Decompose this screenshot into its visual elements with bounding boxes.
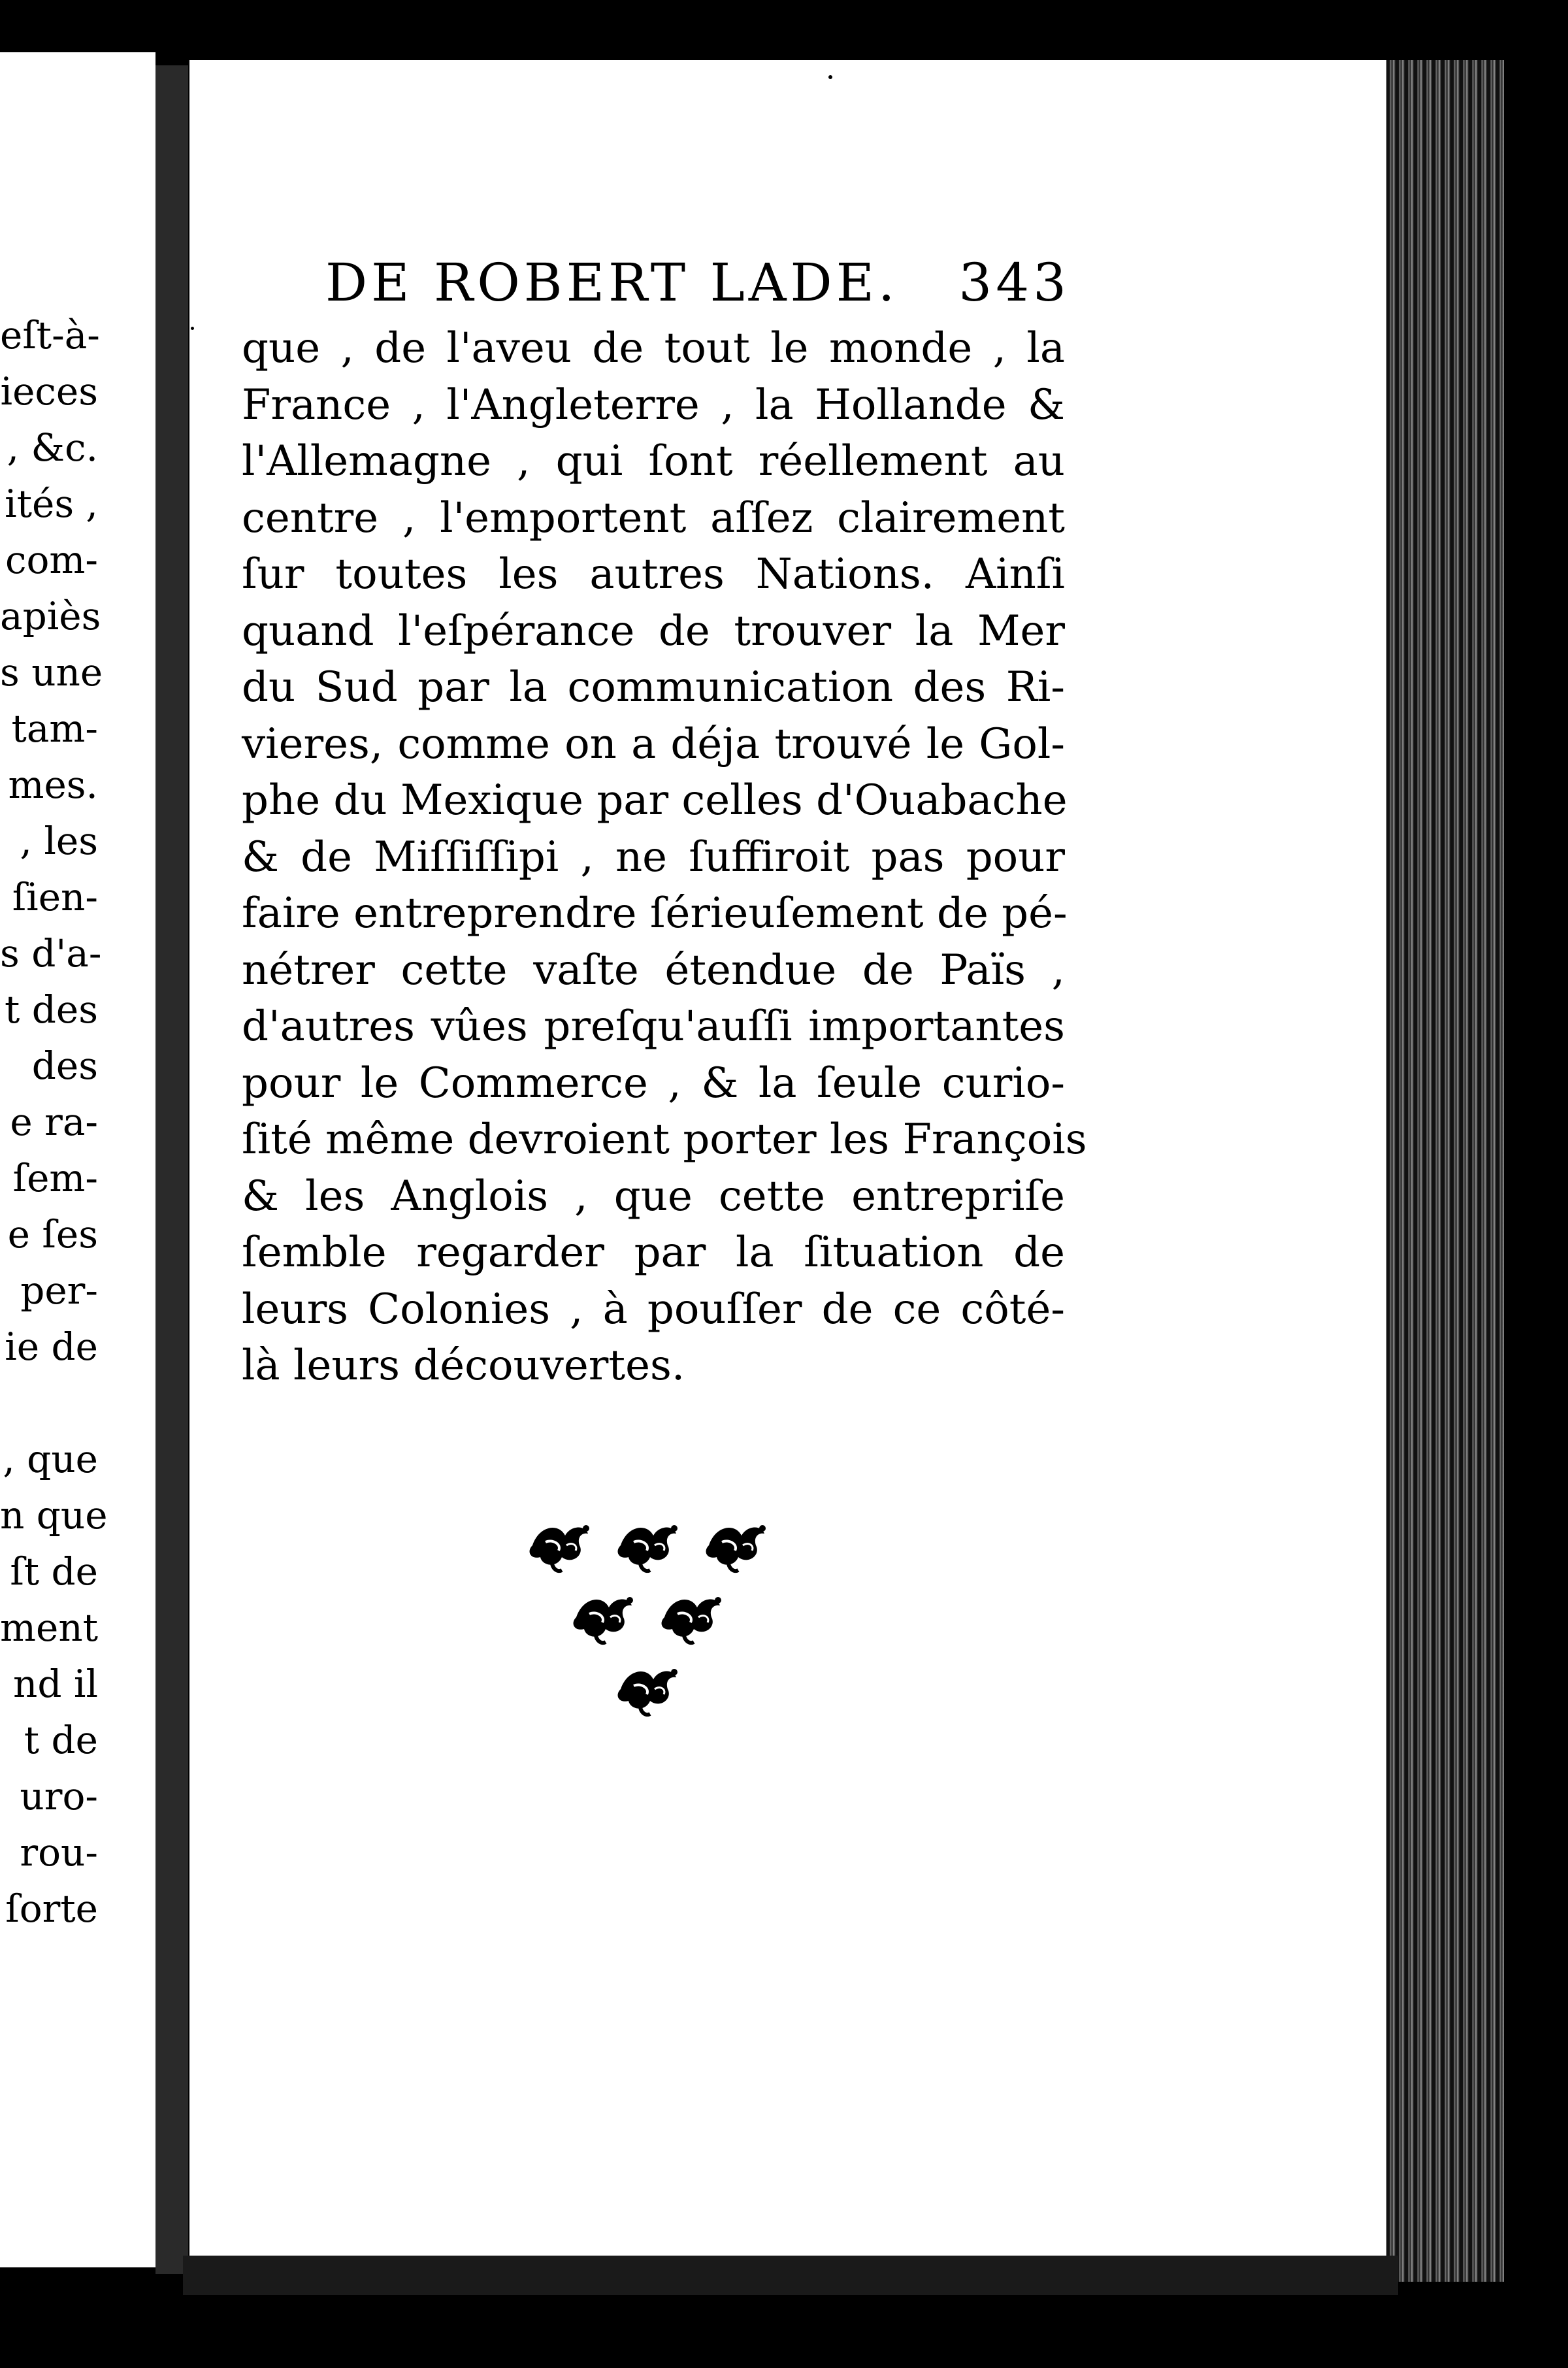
left-line: ſem-	[12, 1156, 98, 1200]
text-line: France , l'Angleterre , la Hollande &	[242, 380, 1065, 429]
running-header	[325, 247, 1070, 319]
book-gutter	[155, 65, 188, 2274]
text-line: l'Allemagne , qui ſont réellement au	[242, 437, 1065, 485]
left-line: ſorte	[5, 1886, 98, 1931]
left-line: mes.	[8, 763, 98, 807]
text-line: nétrer cette vaſte étendue de Païs ,	[242, 946, 1065, 995]
bottom-shadow	[183, 2256, 1398, 2295]
left-line: nd il	[12, 1662, 98, 1706]
left-line: ment	[0, 1605, 98, 1650]
text-line: que , de l'aveu de tout le monde , la	[242, 324, 1065, 372]
left-line: ſien-	[12, 875, 98, 919]
left-line: com-	[5, 538, 98, 582]
fleuron-tailpiece-icon	[523, 1516, 784, 1732]
left-line: t de	[24, 1718, 98, 1762]
left-page-text	[0, 307, 108, 1937]
scan-speck	[828, 75, 832, 79]
text-line: & les Anglois , que cette entrepriſe	[242, 1172, 1065, 1221]
text-line: ſur toutes les autres Nations. Ainſi	[242, 550, 1065, 599]
left-line: tam-	[11, 706, 98, 751]
left-line: rou-	[20, 1830, 98, 1875]
left-line: ſt de	[10, 1549, 98, 1594]
text-line: centre , l'emportent aſſez clairement	[242, 493, 1065, 542]
scan-speck	[191, 327, 194, 330]
text-line: phe du Mexique par celles d'Ouabache	[242, 776, 1068, 825]
body-text	[242, 320, 1087, 1394]
text-line: vieres, comme on a déja trouvé le Gol-	[242, 719, 1065, 768]
left-line-gap	[0, 1375, 98, 1431]
scan-speck	[683, 2307, 688, 2312]
text-line: ſemble regarder par la ſituation de	[242, 1228, 1065, 1277]
text-line: quand l'eſpérance de trouver la Mer	[242, 606, 1065, 655]
text-line: & de Miſſiſſipi , ne ſuffiroit pas pour	[242, 832, 1065, 881]
running-title: DE ROBERT LADE.	[325, 252, 899, 313]
scan-speck	[1550, 588, 1554, 592]
text-line: pour le Commerce , & la ſeule curio-	[242, 1059, 1065, 1108]
left-line: , &c.	[7, 425, 98, 470]
left-line: ie de	[5, 1324, 98, 1369]
left-line: e ra-	[10, 1100, 98, 1144]
left-line: uro-	[20, 1774, 98, 1818]
text-line: faire entreprendre ſérieuſement de pé-	[242, 889, 1068, 938]
text-line: d'autres vûes preſqu'auſſi importantes	[242, 1002, 1065, 1051]
text-line: ſité même devroient porter les François	[242, 1115, 1087, 1164]
left-line: e ſes	[7, 1212, 98, 1257]
left-line: , les	[20, 819, 98, 863]
left-line: s une	[0, 650, 103, 695]
page-edges	[1386, 60, 1504, 2282]
left-line: ieces	[0, 369, 98, 414]
left-line: per-	[20, 1268, 98, 1313]
left-line: apiès	[0, 594, 101, 638]
left-line: ités ,	[5, 482, 98, 526]
left-facing-page	[0, 52, 155, 2267]
text-line: leurs Colonies , à pouſſer de ce côté-	[242, 1285, 1065, 1334]
left-line: eſt-à-	[0, 313, 100, 357]
left-line: t des	[5, 987, 98, 1032]
left-line: s d'a-	[0, 931, 102, 976]
text-line: du Sud par la communication des Ri-	[242, 663, 1065, 712]
page-number: 343	[958, 252, 1070, 313]
left-line: n que	[0, 1493, 108, 1538]
left-line: , que	[3, 1437, 98, 1481]
left-line: des	[31, 1044, 98, 1088]
text-line: là leurs découvertes.	[242, 1341, 685, 1390]
